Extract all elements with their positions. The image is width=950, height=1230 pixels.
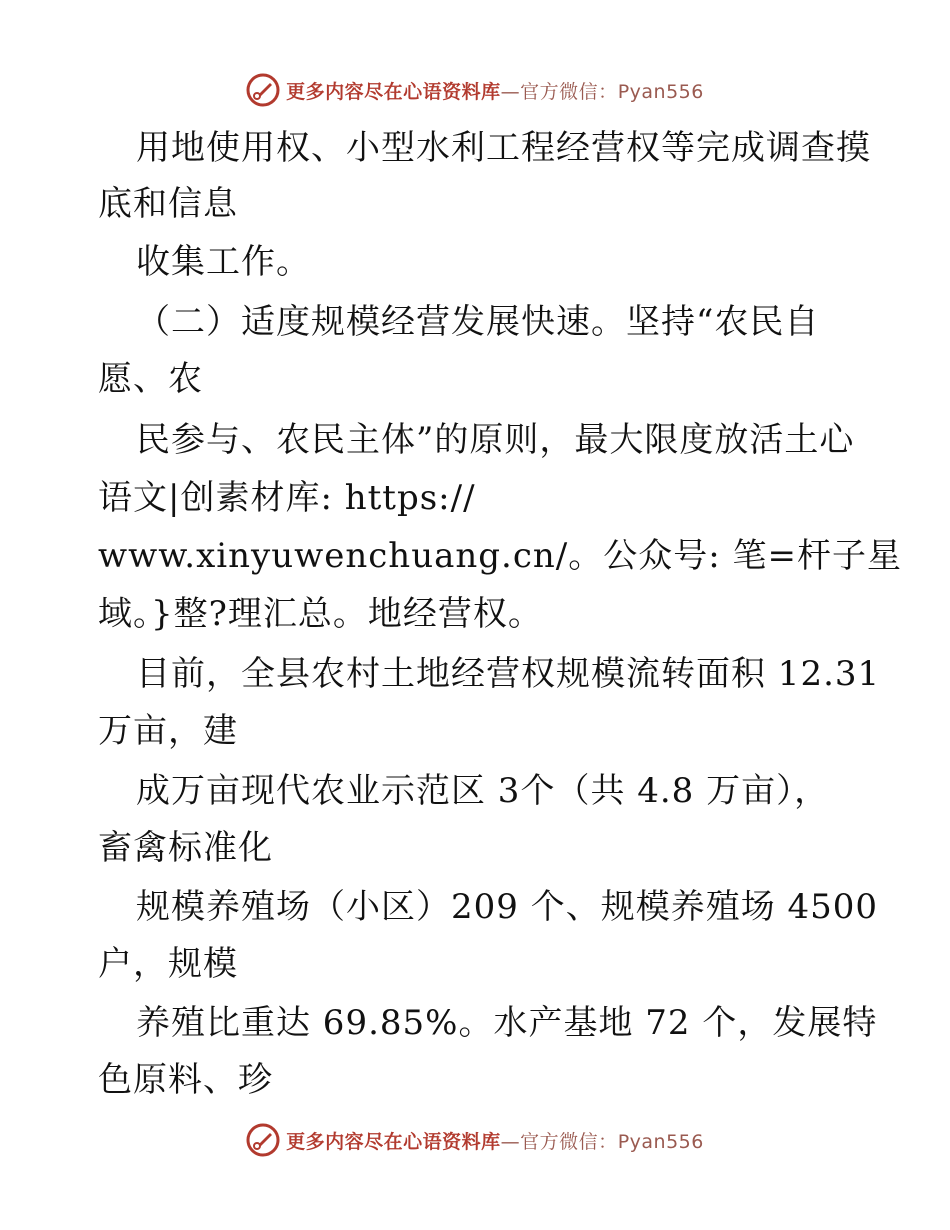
text-line: 成万亩现代农业示范区 3个（共 4.8 万亩）， [136,771,830,811]
text-line: 愿、农 [98,359,203,399]
banner-wechat-label: —官方微信： [500,80,618,103]
footer-banner [0,1120,950,1160]
text-line: （二）适度规模经营发展快速。坚持“农民自 [136,302,820,342]
text-line: 收集工作。 [136,242,311,282]
banner-wechat-label: —官方微信： [500,1130,618,1153]
text-line: 万亩，建 [98,711,238,751]
text-line: www.xinyuwenchuang.cn/。公众号: 笔=杆子星 [98,536,902,576]
text-line: 目前，全县农村土地经营权规模流转面积 12.31 [136,654,881,694]
text-line: 民参与、农民主体”的原则，最大限度放活土心 [136,420,855,460]
text-line: 规模养殖场（小区）209 个、规模养殖场 4500 [136,887,879,927]
banner-site-name: 更多内容尽在心语资料库 [286,80,501,103]
text-line: 养殖比重达 69.85%。水产基地 72 个，发展特 [136,1003,878,1043]
text-line: 用地使用权、小型水利工程经营权等完成调查摸 [136,128,871,168]
text-line: 户，规模 [98,944,238,984]
banner-wechat-id: Pyan556 [617,1130,704,1153]
footer-banner-text [286,1127,704,1154]
text-line: 域。}整?理汇总。地经营权。 [98,594,543,634]
banner-wechat-id: Pyan556 [617,80,704,103]
banner-site-name: 更多内容尽在心语资料库 [286,1130,501,1153]
text-line: 色原料、珍 [98,1060,273,1100]
quill-logo-icon [246,1123,280,1157]
text-line: 语文|创素材库: https:// [98,478,476,518]
text-line: 畜禽标准化 [98,828,273,868]
text-line: 底和信息 [98,184,238,224]
